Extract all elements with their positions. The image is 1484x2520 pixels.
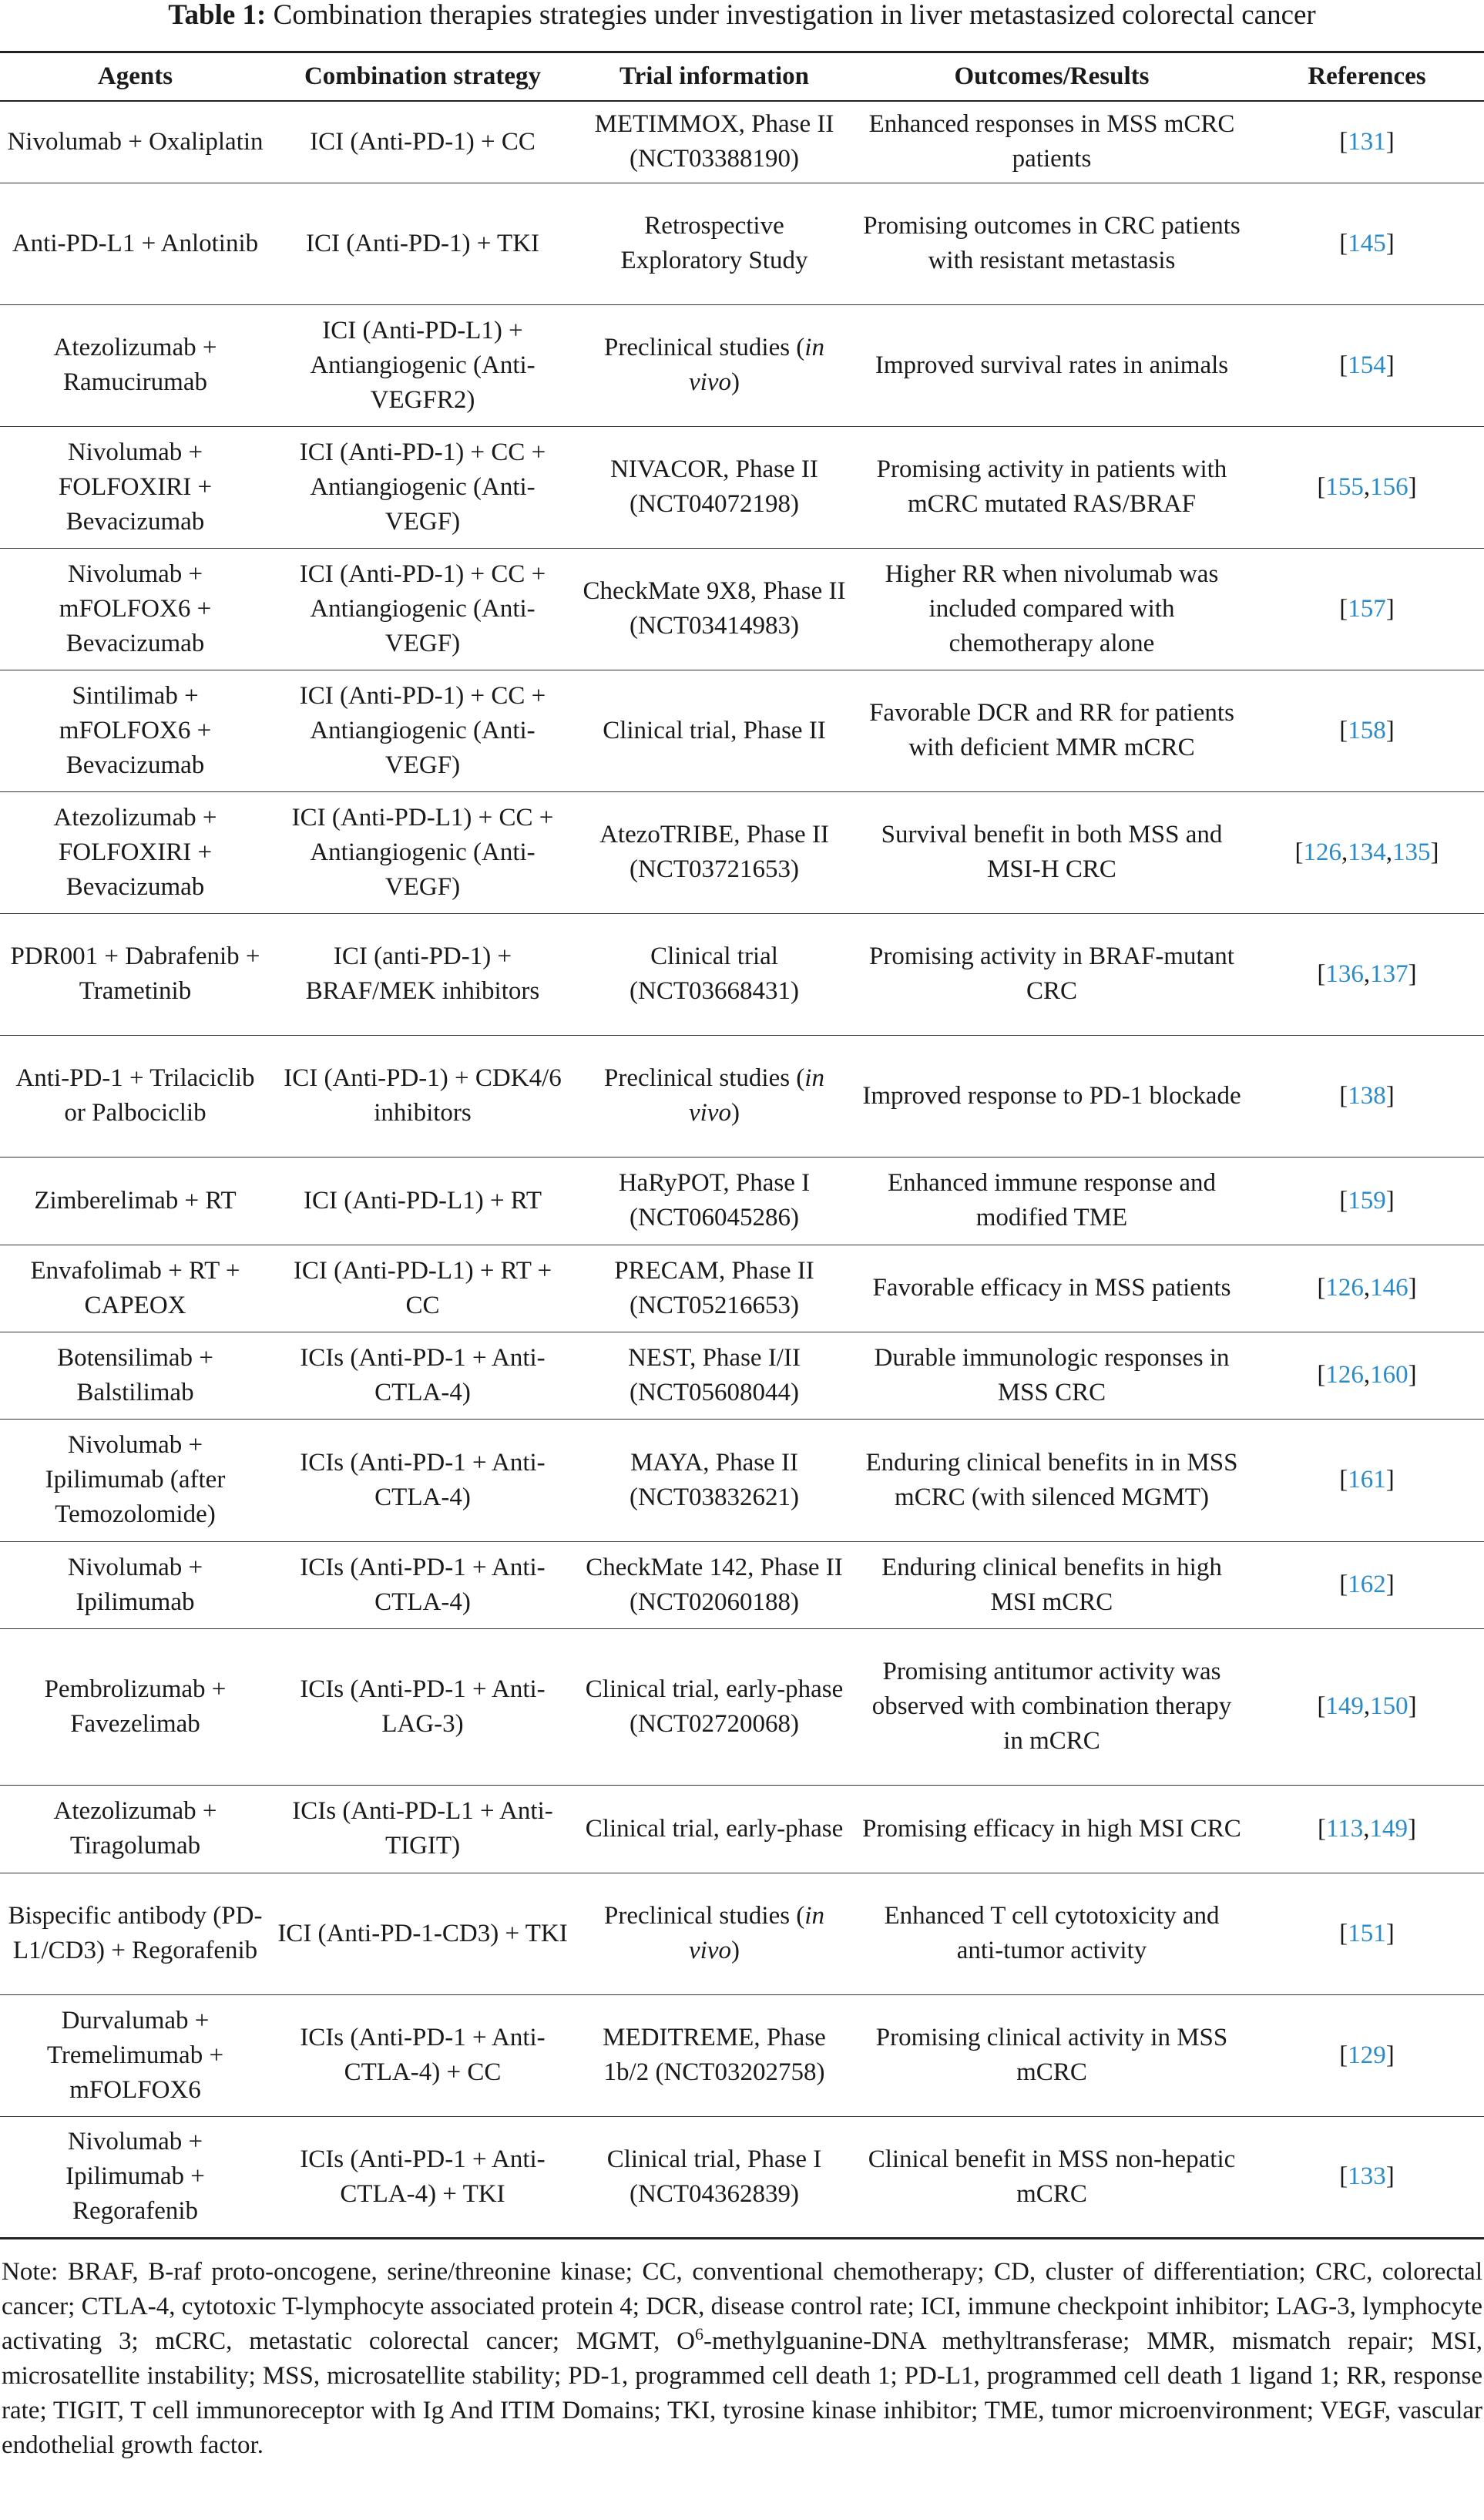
cell-outcomes-results: Enhanced immune response and modified TME <box>854 1157 1250 1245</box>
cell-agents: Atezolizumab + Tiragolumab <box>0 1785 270 1873</box>
caption-text: Combination therapies strategies under investigation in liver metastasized colorectal cancer <box>273 0 1316 31</box>
reference-link[interactable]: 137 <box>1370 959 1408 988</box>
cell-trial-information <box>575 1157 854 1245</box>
reference-link[interactable]: 155 <box>1325 472 1364 501</box>
table-row <box>0 1873 1484 1994</box>
cell-references: [159] <box>1250 1157 1484 1245</box>
cell-combination-strategy: ICI (Anti-PD-1) + CC + Antiangiogenic (Anti-VEGF) <box>270 426 575 548</box>
cell-agents: Anti-PD-1 + Trilaciclib or Palbociclib <box>0 1035 270 1157</box>
cell-trial-information <box>575 1245 854 1332</box>
cell-combination-strategy: ICIs (Anti-PD-1 + Anti-CTLA-4) <box>270 1419 575 1541</box>
cell-trial-information <box>575 1332 854 1419</box>
header-agents: Agents <box>0 52 270 102</box>
cell-combination-strategy: ICIs (Anti-PD-L1 + Anti-TIGIT) <box>270 1785 575 1873</box>
trial-text: HaRyPOT, Phase I (NCT06045286) <box>618 1169 811 1231</box>
trial-text: Preclinical studies ( <box>604 334 805 361</box>
cell-agents: Pembrolizumab + Favezelimab <box>0 1628 270 1785</box>
reference-link[interactable]: 154 <box>1348 351 1386 379</box>
cell-outcomes-results: Promising activity in BRAF-mutant CRC <box>854 913 1250 1035</box>
reference-link[interactable]: 149 <box>1369 1814 1408 1843</box>
table-note <box>0 2239 1484 2463</box>
trial-text: PRECAM, Phase II (NCT05216653) <box>614 1256 814 1319</box>
cell-outcomes-results: Promising outcomes in CRC patients with resistant metastasis <box>854 183 1250 304</box>
cell-agents: Nivolumab + Ipilimumab <box>0 1541 270 1628</box>
cell-outcomes-results: Durable immunologic responses in MSS CRC <box>854 1332 1250 1419</box>
reference-link[interactable]: 145 <box>1348 229 1386 257</box>
cell-combination-strategy: ICI (Anti-PD-1) + CDK4/6 inhibitors <box>270 1035 575 1157</box>
table-row <box>0 304 1484 426</box>
trial-text: MAYA, Phase II (NCT03832621) <box>630 1448 799 1511</box>
table-row <box>0 1628 1484 1785</box>
cell-references: [136,137] <box>1250 913 1484 1035</box>
header-trial-information: Trial information <box>575 52 854 102</box>
trial-text: CheckMate 142, Phase II (NCT02060188) <box>586 1553 843 1616</box>
cell-agents: Atezolizumab + FOLFOXIRI + Bevacizumab <box>0 791 270 913</box>
cell-trial-information <box>575 670 854 791</box>
trial-italic-text: in vivo <box>689 1902 824 1964</box>
header-references: References <box>1250 52 1484 102</box>
cell-trial-information <box>575 1628 854 1785</box>
cell-agents: Nivolumab + Ipilimumab + Regorafenib <box>0 2116 270 2238</box>
cell-references: [151] <box>1250 1873 1484 1994</box>
cell-agents: Durvalumab + Tremelimumab + mFOLFOX6 <box>0 1994 270 2116</box>
cell-references: [113,149] <box>1250 1785 1484 1873</box>
cell-outcomes-results: Improved survival rates in animals <box>854 304 1250 426</box>
trial-text: Clinical trial, Phase II <box>603 716 826 744</box>
note-text-part2: -methylguanine-DNA methyltransferase; MMR, mismatch repair; MSI, microsatellite instability; MSS, microsatellite stability; PD-1, programmed cell death 1; PD-L1, programmed cell death 1 ligand 1; RR, response rate; TIGIT, T cell immunoreceptor with Ig And ITIM Domains; TKI, tyrosine kinase inhibitor; TME, tumor microenvironment; VEGF, vascular endothelial growth factor. <box>2 2327 1483 2459</box>
reference-link[interactable]: 146 <box>1370 1274 1408 1302</box>
reference-link[interactable]: 133 <box>1348 2162 1386 2190</box>
reference-link[interactable]: 131 <box>1348 127 1386 156</box>
table-row <box>0 1245 1484 1332</box>
trial-text: Clinical trial (NCT03668431) <box>630 942 799 1005</box>
cell-references: [126,134,135] <box>1250 791 1484 913</box>
cell-combination-strategy: ICIs (Anti-PD-1 + Anti-CTLA-4) + TKI <box>270 2116 575 2238</box>
table-body <box>0 101 1484 2238</box>
table-row <box>0 1332 1484 1419</box>
reference-link[interactable]: 159 <box>1348 1186 1386 1215</box>
cell-trial-information <box>575 304 854 426</box>
reference-link[interactable]: 149 <box>1325 1692 1364 1720</box>
trial-text: NEST, Phase I/II (NCT05608044) <box>628 1343 801 1406</box>
cell-combination-strategy: ICI (Anti-PD-1) + CC <box>270 101 575 183</box>
reference-link[interactable]: 126 <box>1303 838 1341 866</box>
reference-link[interactable]: 134 <box>1348 838 1386 866</box>
reference-link[interactable]: 150 <box>1370 1692 1408 1720</box>
table-row <box>0 2116 1484 2238</box>
cell-trial-information <box>575 548 854 670</box>
trial-italic-text: in vivo <box>689 334 824 396</box>
reference-link[interactable]: 126 <box>1325 1274 1364 1302</box>
table-row <box>0 670 1484 791</box>
reference-link[interactable]: 138 <box>1348 1081 1386 1110</box>
cell-agents: PDR001 + Dabrafenib + Trametinib <box>0 913 270 1035</box>
cell-combination-strategy: ICI (Anti-PD-1) + CC + Antiangiogenic (Anti-VEGF) <box>270 548 575 670</box>
table-row <box>0 1419 1484 1541</box>
cell-trial-information <box>575 1419 854 1541</box>
cell-outcomes-results: Promising antitumor activity was observed with combination therapy in mCRC <box>854 1628 1250 1785</box>
cell-references: [155,156] <box>1250 426 1484 548</box>
table-row <box>0 101 1484 183</box>
cell-combination-strategy: ICI (Anti-PD-L1) + RT <box>270 1157 575 1245</box>
table-row <box>0 548 1484 670</box>
cell-trial-information <box>575 101 854 183</box>
cell-trial-information <box>575 2116 854 2238</box>
cell-references: [149,150] <box>1250 1628 1484 1785</box>
cell-references: [161] <box>1250 1419 1484 1541</box>
trial-text: Preclinical studies ( <box>604 1902 805 1930</box>
cell-references: [131] <box>1250 101 1484 183</box>
cell-outcomes-results: Promising clinical activity in MSS mCRC <box>854 1994 1250 2116</box>
cell-combination-strategy: ICI (Anti-PD-L1) + RT + CC <box>270 1245 575 1332</box>
cell-trial-information <box>575 1035 854 1157</box>
cell-combination-strategy: ICIs (Anti-PD-1 + Anti-LAG-3) <box>270 1628 575 1785</box>
cell-outcomes-results: Clinical benefit in MSS non-hepatic mCRC <box>854 2116 1250 2238</box>
cell-outcomes-results: Enduring clinical benefits in in MSS mCRC (with silenced MGMT) <box>854 1419 1250 1541</box>
header-outcomes-results: Outcomes/Results <box>854 52 1250 102</box>
trial-text: Preclinical studies ( <box>604 1064 805 1092</box>
cell-agents: Nivolumab + FOLFOXIRI + Bevacizumab <box>0 426 270 548</box>
cell-combination-strategy: ICIs (Anti-PD-1 + Anti-CTLA-4) <box>270 1332 575 1419</box>
table-row <box>0 426 1484 548</box>
trial-text: METIMMOX, Phase II (NCT03388190) <box>594 110 834 173</box>
cell-agents: Nivolumab + mFOLFOX6 + Bevacizumab <box>0 548 270 670</box>
trial-text: Clinical trial, early-phase (NCT02720068) <box>585 1675 844 1738</box>
cell-agents: Bispecific antibody (PD-L1/CD3) + Regorafenib <box>0 1873 270 1994</box>
reference-link[interactable]: 151 <box>1348 1919 1386 1947</box>
reference-link[interactable]: 161 <box>1348 1466 1386 1494</box>
trial-text: NIVACOR, Phase II (NCT04072198) <box>610 455 818 518</box>
cell-combination-strategy: ICI (Anti-PD-1) + CC + Antiangiogenic (Anti-VEGF) <box>270 670 575 791</box>
cell-references: [145] <box>1250 183 1484 304</box>
cell-references: [133] <box>1250 2116 1484 2238</box>
cell-agents: Nivolumab + Oxaliplatin <box>0 101 270 183</box>
cell-references: [154] <box>1250 304 1484 426</box>
trial-text: AtezoTRIBE, Phase II (NCT03721653) <box>599 821 829 883</box>
table-row <box>0 913 1484 1035</box>
cell-outcomes-results: Improved response to PD-1 blockade <box>854 1035 1250 1157</box>
cell-outcomes-results: Enhanced responses in MSS mCRC patients <box>854 101 1250 183</box>
table-row <box>0 791 1484 913</box>
cell-agents: Nivolumab + Ipilimumab (after Temozolomide) <box>0 1419 270 1541</box>
combination-therapies-table <box>0 51 1484 2239</box>
table-row <box>0 1994 1484 2116</box>
cell-outcomes-results: Promising activity in patients with mCRC mutated RAS/BRAF <box>854 426 1250 548</box>
cell-combination-strategy: ICI (Anti-PD-L1) + CC + Antiangiogenic (Anti-VEGF) <box>270 791 575 913</box>
cell-trial-information <box>575 1541 854 1628</box>
cell-references: [162] <box>1250 1541 1484 1628</box>
trial-text: Clinical trial, early-phase <box>585 1814 844 1843</box>
cell-trial-information <box>575 1994 854 2116</box>
note-superscript: 6 <box>695 2323 704 2344</box>
caption-label: Table 1: <box>168 0 267 31</box>
cell-combination-strategy: ICI (Anti-PD-L1) + Antiangiogenic (Anti-VEGFR2) <box>270 304 575 426</box>
cell-trial-information <box>575 183 854 304</box>
trial-text-after: ) <box>730 1099 740 1127</box>
cell-combination-strategy: ICI (Anti-PD-1) + TKI <box>270 183 575 304</box>
cell-combination-strategy: ICIs (Anti-PD-1 + Anti-CTLA-4) <box>270 1541 575 1628</box>
cell-references: [129] <box>1250 1994 1484 2116</box>
table-row <box>0 1785 1484 1873</box>
table-row <box>0 1035 1484 1157</box>
note-text-part1: Note: BRAF, B-raf proto-oncogene, serine/threonine kinase; CC, conventional chemotherapy; CD, cluster of differentiation; CRC, colorectal cancer; CTLA-4, cytotoxic T-lymphocyte associated protein 4; DCR, disease control rate; ICI, immune checkpoint inhibitor; LAG-3, lymphocyte activating 3; mCRC, metastatic colorectal cancer; MGMT, O <box>2 2257 1482 2355</box>
reference-link[interactable]: 126 <box>1325 1361 1364 1389</box>
cell-outcomes-results: Enduring clinical benefits in high MSI mCRC <box>854 1541 1250 1628</box>
cell-references: [138] <box>1250 1035 1484 1157</box>
cell-combination-strategy: ICIs (Anti-PD-1 + Anti-CTLA-4) + CC <box>270 1994 575 2116</box>
reference-link[interactable]: 160 <box>1370 1361 1408 1389</box>
cell-agents: Botensilimab + Balstilimab <box>0 1332 270 1419</box>
reference-link[interactable]: 162 <box>1348 1571 1386 1598</box>
reference-link[interactable]: 129 <box>1348 2041 1386 2069</box>
header-row <box>0 52 1484 102</box>
cell-references: [126,146] <box>1250 1245 1484 1332</box>
cell-outcomes-results: Higher RR when nivolumab was included compared with chemotherapy alone <box>854 548 1250 670</box>
cell-trial-information <box>575 913 854 1035</box>
cell-references: [158] <box>1250 670 1484 791</box>
cell-combination-strategy: ICI (Anti-PD-1-CD3) + TKI <box>270 1873 575 1994</box>
reference-link[interactable]: 113 <box>1325 1814 1364 1843</box>
cell-agents: Envafolimab + RT + CAPEOX <box>0 1245 270 1332</box>
cell-outcomes-results: Promising efficacy in high MSI CRC <box>854 1785 1250 1873</box>
reference-link[interactable]: 135 <box>1392 838 1431 866</box>
cell-trial-information <box>575 1873 854 1994</box>
trial-text: MEDITREME, Phase 1b/2 (NCT03202758) <box>603 2024 826 2086</box>
trial-text-after: ) <box>730 1937 740 1964</box>
cell-agents: Anti-PD-L1 + Anlotinib <box>0 183 270 304</box>
reference-link[interactable]: 158 <box>1348 716 1386 744</box>
reference-link[interactable]: 156 <box>1370 472 1408 501</box>
cell-outcomes-results: Favorable efficacy in MSS patients <box>854 1245 1250 1332</box>
cell-agents: Atezolizumab + Ramucirumab <box>0 304 270 426</box>
cell-trial-information <box>575 426 854 548</box>
table-row <box>0 1157 1484 1245</box>
cell-references: [126,160] <box>1250 1332 1484 1419</box>
cell-agents: Sintilimab + mFOLFOX6 + Bevacizumab <box>0 670 270 791</box>
trial-text: Retrospective Exploratory Study <box>620 212 808 274</box>
cell-outcomes-results: Enhanced T cell cytotoxicity and anti-tumor activity <box>854 1873 1250 1994</box>
reference-link[interactable]: 136 <box>1325 959 1364 988</box>
cell-combination-strategy: ICI (anti-PD-1) + BRAF/MEK inhibitors <box>270 913 575 1035</box>
header-combination-strategy: Combination strategy <box>270 52 575 102</box>
trial-text: Clinical trial, Phase I (NCT04362839) <box>606 2145 822 2208</box>
cell-outcomes-results: Favorable DCR and RR for patients with deficient MMR mCRC <box>854 670 1250 791</box>
trial-text: CheckMate 9X8, Phase II (NCT03414983) <box>583 577 846 640</box>
reference-link[interactable]: 157 <box>1348 594 1386 623</box>
trial-italic-text: in vivo <box>689 1064 824 1127</box>
cell-outcomes-results: Survival benefit in both MSS and MSI-H CRC <box>854 791 1250 913</box>
cell-trial-information <box>575 791 854 913</box>
cell-agents: Zimberelimab + RT <box>0 1157 270 1245</box>
cell-trial-information <box>575 1785 854 1873</box>
table-row <box>0 1541 1484 1628</box>
trial-text-after: ) <box>730 368 740 396</box>
cell-references: [157] <box>1250 548 1484 670</box>
table-row <box>0 183 1484 304</box>
table-caption <box>0 0 1484 51</box>
